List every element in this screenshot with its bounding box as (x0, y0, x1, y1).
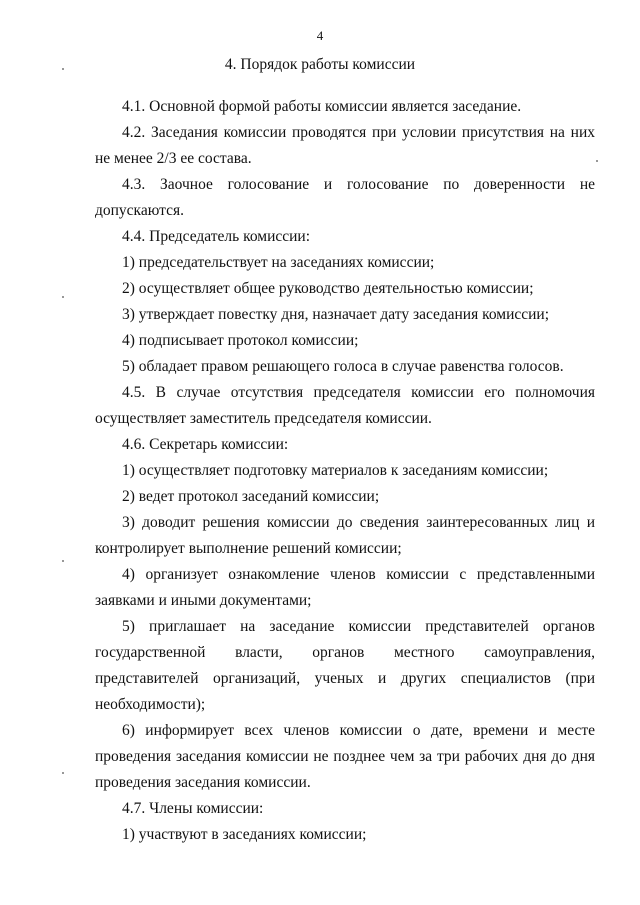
list-item: 5) приглашает на заседание комиссии представителей органов государственной власти, органов местного самоуправления, представителей организаций, ученых и других специалистов (при необходимости); (95, 618, 595, 713)
section-heading: 4. Порядок работы комиссии (224, 56, 416, 73)
scan-speck (62, 772, 64, 774)
list-item: 1) председательствует на заседаниях комиссии; (122, 254, 435, 271)
list-item: 4) организует ознакомление членов комиссии с представленными заявками и иными документами; (95, 566, 595, 609)
page-number: 4 (316, 28, 324, 43)
scan-speck (62, 68, 64, 70)
paragraph-4-4: 4.4. Председатель комиссии: (122, 228, 311, 245)
paragraph-4-1: 4.1. Основной формой работы комиссии является заседание. (122, 98, 522, 115)
list-item: 2) осуществляет общее руководство деятельностью комиссии; (122, 280, 534, 297)
list-item: 1) осуществляет подготовку материалов к заседаниям комиссии; (122, 462, 549, 479)
paragraph-4-3: 4.3. Заочное голосование и голосование по доверенности не допускаются. (95, 176, 595, 219)
scan-speck (62, 560, 64, 562)
paragraph-4-2: 4.2. Заседания комиссии проводятся при условии присутствия на них не менее 2/3 ее состава. (95, 124, 595, 167)
document-body (95, 94, 595, 848)
scan-speck (596, 160, 598, 162)
list-item: 3) доводит решения комиссии до сведения заинтересованных лиц и контролирует выполнение решений комиссии; (95, 514, 595, 557)
paragraph-4-5: 4.5. В случае отсутствия председателя комиссии его полномочия осуществляет заместитель председателя комиссии. (95, 384, 595, 427)
list-item: 6) информирует всех членов комиссии о дате, времени и месте проведения заседания комиссии не позднее чем за три рабочих дня до дня проведения заседания комиссии. (95, 722, 595, 791)
list-item: 2) ведет протокол заседаний комиссии; (122, 488, 380, 505)
paragraph-4-7: 4.7. Члены комиссии: (122, 800, 264, 817)
list-item: 1) участвуют в заседаниях комиссии; (122, 826, 367, 843)
list-item: 5) обладает правом решающего голоса в случае равенства голосов. (122, 358, 564, 375)
paragraph-4-6: 4.6. Секретарь комиссии: (122, 436, 289, 453)
list-item: 4) подписывает протокол комиссии; (122, 332, 359, 349)
scan-speck (62, 296, 64, 298)
list-item: 3) утверждает повестку дня, назначает дату заседания комиссии; (122, 306, 550, 323)
